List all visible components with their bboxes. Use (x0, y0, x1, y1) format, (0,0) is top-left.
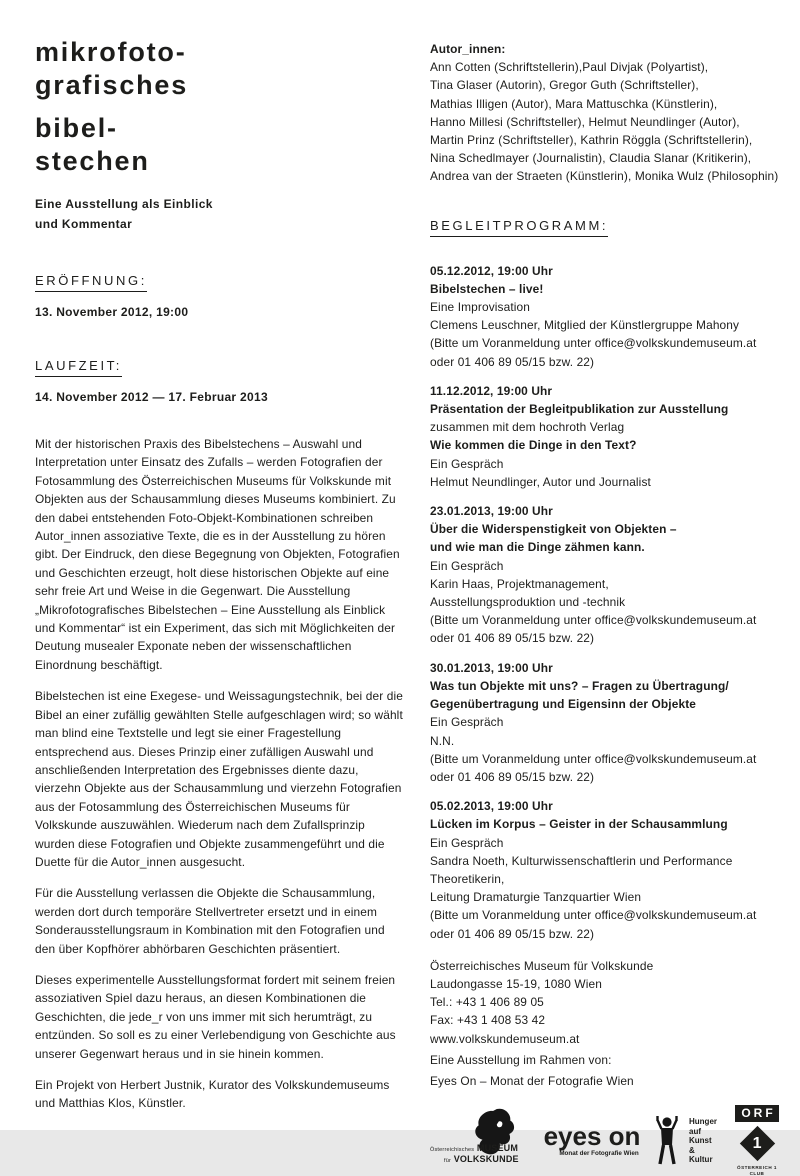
event-line: Ein Gespräch (430, 715, 504, 730)
framework-label: Eine Ausstellung im Rahmen von: (430, 1052, 612, 1067)
event-line: N.N. (430, 733, 455, 748)
event-line: Helmut Neundlinger, Autor und Journalist (430, 474, 651, 489)
body-paragraph-4: Dieses experimentelle Ausstellungsformat fordert mit seinem freien assoziativen Spiel dazu heraus, an diesen Kombinationen die Geschichten, die jede_r von uns immer mit sich herumträgt, zu entzünden. So soll es zu einer Verlebendigung von Geschichte aus unserer Gegenwart heraus und in sie hinein kommen. (35, 972, 396, 1061)
eroeffnung-section (35, 272, 407, 292)
event-title: Lücken im Korpus – Geister in der Schausammlung (430, 817, 728, 832)
subtitle-line-1: Eine Ausstellung als Einblick (35, 197, 213, 211)
eyes-on-wordmark: eyes on (543, 1121, 641, 1152)
orf-club-line: CLUB (749, 1170, 765, 1176)
orf-diamond-icon (738, 1124, 776, 1162)
event-line: (Bitte um Voranmeldung unter office@volkskundemuseum.at (430, 908, 757, 923)
hunger-auf-kunst-logo (652, 1115, 717, 1167)
contact-block (430, 957, 792, 1090)
event-line: (Bitte um Voranmeldung unter office@volkskundemuseum.at (430, 613, 757, 628)
museum-phone: Tel.: +43 1 406 89 05 (430, 995, 544, 1010)
orf-club-text (737, 1165, 777, 1176)
program-event-3 (430, 502, 792, 648)
laufzeit-section (35, 357, 407, 377)
event-date: 05.12.2012, 19:00 Uhr (430, 263, 553, 278)
orf1-logo (726, 1105, 788, 1176)
eroeffnung-heading: ERÖFFNUNG: (35, 273, 147, 292)
event-line: Ausstellungsproduktion und -technik (430, 595, 626, 610)
museum-address: Laudongasse 15-19, 1080 Wien (430, 976, 602, 991)
authors-block (430, 40, 792, 186)
laufzeit-heading: LAUFZEIT: (35, 358, 122, 377)
author-line: Hanno Millesi (Schriftsteller), Helmut Neundlinger (Autor), (430, 114, 740, 129)
event-date: 05.02.2013, 19:00 Uhr (430, 799, 553, 814)
title-line-1: mikrofoto- (35, 37, 187, 67)
volkskundemuseum-logo (430, 1106, 532, 1176)
event-line: Ein Gespräch (430, 456, 504, 471)
subtitle-line-2: und Kommentar (35, 217, 133, 231)
orf-club-line: ÖSTERREICH 1 (737, 1165, 777, 1171)
program-heading: BEGLEITPROGRAMM: (430, 218, 608, 237)
hunger-text-line: & (689, 1145, 695, 1155)
event-line: zusammen mit dem hochroth Verlag (430, 420, 625, 435)
title-line-3: bibel- (35, 113, 118, 143)
eyes-on-subtitle: Monat der Fotografie Wien (559, 1150, 639, 1158)
museum-logo-big-top: MUSEUM (476, 1142, 519, 1153)
hunger-text-line: Kultur (689, 1155, 713, 1164)
eyes-on-logo (541, 1121, 643, 1158)
author-line: Andrea van der Straeten (Künstlerin), Monika Wulz (Philosophin) (430, 169, 779, 184)
body-paragraph-3: Für die Ausstellung verlassen die Objekte die Schausammlung, werden dort durch temporäre Stellvertreter ersetzt und in einem Sonderausstellungsraum in Kombination mit den Fotografien und den über Kopfhörer abhörbaren Geschichten präsentiert. (35, 886, 385, 956)
orf-wordmark: ORF (735, 1105, 778, 1122)
event-title: Gegenübertragung und Eigensinn der Objekte (430, 697, 697, 712)
event-date: 23.01.2013, 19:00 Uhr (430, 504, 553, 519)
program-event-5 (430, 797, 792, 943)
museum-logo-text (430, 1144, 519, 1166)
exhibition-subtitle (35, 194, 407, 234)
museum-website: www.volkskundemuseum.at (430, 1031, 580, 1046)
museum-logo-small-top: Österreichisches (430, 1146, 475, 1153)
program-event-1 (430, 262, 792, 371)
event-title: und wie man die Dinge zähmen kann. (430, 540, 645, 555)
hunger-text-line: Kunst (689, 1136, 712, 1145)
orf-number: 1 (752, 1134, 762, 1152)
body-copy (35, 435, 407, 1063)
author-line: Ann Cotten (Schriftstellerin),Paul Divjak (Polyartist), (430, 60, 709, 75)
body-paragraph-2: Bibelstechen ist eine Exegese- und Weissagungstechnik, bei der die Bibel an einer zufällig gewählten Stelle aufgeschlagen wird; so wählt man blind eine Textstelle und legt sie einer Fragestellung entsprechend aus. Dieses Prinzip einer zufälligen Auswahl und anschließenden Interpretation des Ergebnisses diente dazu, vierzehn Objekte aus der Schausammlung und vierzehn Fotografien aus der Fotosammlung des Österreichischen Museums für Volkskunde auszuwählen. Wiederum nach dem Zufallsprinzip wurden diese Fotografien und Objekte zusammengeführt und die Duette für die Autor_innen ausgesucht. (35, 689, 403, 869)
eroeffnung-date: 13. November 2012, 19:00 (35, 305, 189, 319)
program-event-4 (430, 659, 792, 786)
museum-name: Österreichisches Museum für Volkskunde (430, 958, 654, 973)
program-event-2 (430, 382, 792, 491)
event-title: Präsentation der Begleitpublikation zur Ausstellung (430, 402, 729, 417)
author-line: Mathias Illigen (Autor), Mara Mattuschka (Künstlerin), (430, 96, 718, 111)
author-line: Nina Schedlmayer (Journalistin), Claudia Slanar (Kritikerin), (430, 151, 752, 166)
partner-logos-row (430, 1105, 792, 1176)
title-line-2: grafisches (35, 70, 189, 100)
title-line-4: stechen (35, 146, 150, 176)
event-line: oder 01 406 89 05/15 bzw. 22) (430, 354, 595, 369)
event-line: Sandra Noeth, Kulturwissenschaftlerin und Performance Theoretikerin, (430, 853, 733, 886)
event-line: oder 01 406 89 05/15 bzw. 22) (430, 769, 595, 784)
event-line: Clemens Leuschner, Mitglied der Künstlergruppe Mahony (430, 318, 740, 333)
laufzeit-date: 14. November 2012 — 17. Februar 2013 (35, 390, 268, 404)
event-title: Über die Widerspenstigkeit von Objekten – (430, 522, 677, 537)
event-date: 11.12.2012, 19:00 Uhr (430, 383, 553, 398)
event-line: oder 01 406 89 05/15 bzw. 22) (430, 631, 595, 646)
event-line: Ein Gespräch (430, 558, 504, 573)
museum-fax: Fax: +43 1 408 53 42 (430, 1013, 546, 1028)
hunger-text-line: Hunger (689, 1117, 717, 1126)
event-line: Karin Haas, Projektmanagement, (430, 576, 609, 591)
event-line: oder 01 406 89 05/15 bzw. 22) (430, 926, 595, 941)
event-line: Eine Improvisation (430, 300, 530, 315)
event-title: Wie kommen die Dinge in den Text? (430, 438, 637, 453)
event-line: Leitung Dramaturgie Tanzquartier Wien (430, 890, 642, 905)
body-paragraph-1: Mit der historischen Praxis des Bibelstechens – Auswahl und Interpretation unter Einsatz des Zufalls – werden Fotografien der Fotosammlung des Österreichischen Museums für Volkskunde mit Objekten aus der Schausammlung dieses Museums kombiniert. Zu den dabei entstehenden Foto-Objekt-Kombinationen schreiben Autor_innen assoziative Texte, die es in der Ausstellung zu hören gibt. Der Eindruck, den diese Begegnung von Objekten, Fotografien und Geschichten erzeugt, holt diese historischen Objekte auf eine sehr freie Art und Weise in die Gegenwart. Die Ausstellung „Mikrofotografisches Bibelstechen – Eine Ausstellung als Einblick und Kommentar“ ist ein Experiment, das sich mit Möglichkeiten der Deutung musealer Exponate neben der wissenschaftlichen Einordnung beschäftigt. (35, 437, 400, 672)
event-title: Was tun Objekte mit uns? – Fragen zu Übertragung/ (430, 678, 729, 693)
project-credit: Ein Projekt von Herbert Justnik, Kurator des Volkskundemuseums und Matthias Klos, Künstler. (35, 1078, 390, 1111)
authors-heading: Autor_innen: (430, 42, 506, 56)
program-section (430, 217, 792, 237)
event-line: (Bitte um Voranmeldung unter office@volkskundemuseum.at (430, 751, 757, 766)
event-line: Ein Gespräch (430, 835, 504, 850)
author-line: Tina Glaser (Autorin), Gregor Guth (Schriftsteller), (430, 78, 699, 93)
hunger-figure-icon (652, 1115, 682, 1167)
author-line: Martin Prinz (Schriftsteller), Kathrin Röggla (Schriftstellerin), (430, 133, 753, 148)
event-title: Bibelstechen – live! (430, 281, 544, 296)
event-line: (Bitte um Voranmeldung unter office@volkskundemuseum.at (430, 336, 757, 351)
event-date: 30.01.2013, 19:00 Uhr (430, 660, 553, 675)
hunger-logo-text (689, 1117, 717, 1165)
museum-logo-big-bottom: VOLKSKUNDE (453, 1153, 519, 1164)
framework-name: Eyes On – Monat der Fotografie Wien (430, 1073, 634, 1088)
exhibition-title (35, 36, 407, 178)
left-column (35, 36, 407, 1113)
right-column (430, 40, 792, 1176)
hunger-text-line: auf (689, 1126, 701, 1136)
museum-logo-small-mid: für (444, 1157, 452, 1164)
